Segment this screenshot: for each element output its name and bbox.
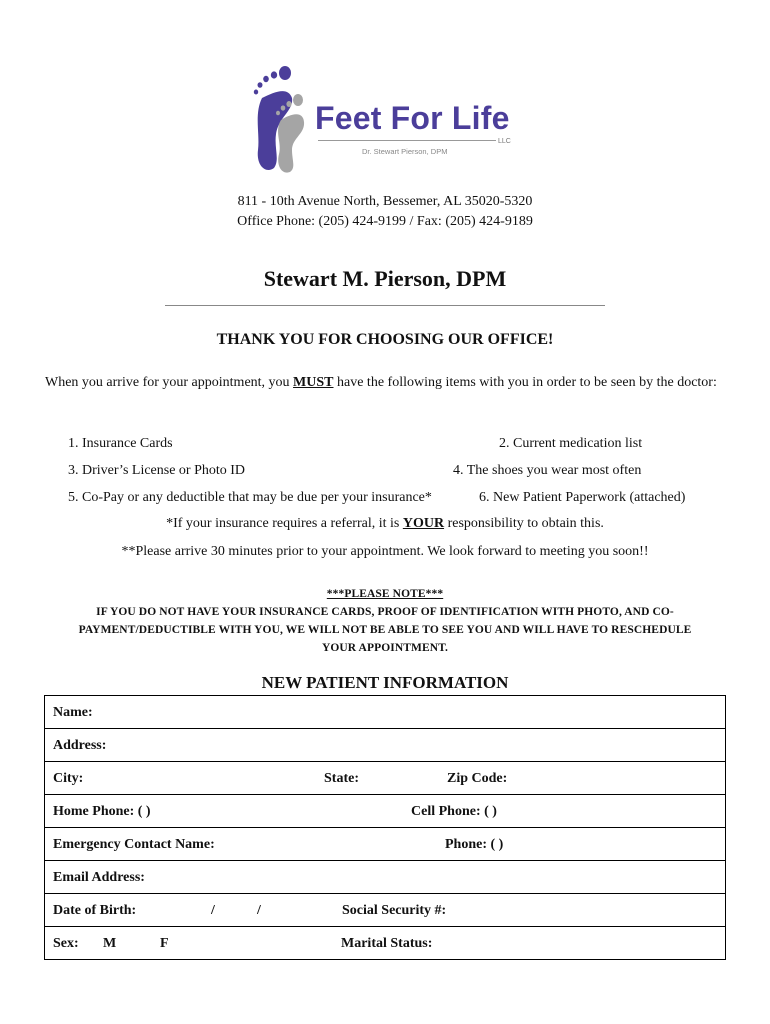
list-item: 1. Insurance Cards <box>68 436 173 451</box>
name-label: Name: <box>53 705 93 720</box>
ssn-label: Social Security #: <box>342 903 447 918</box>
notice-line: PAYMENT/DEDUCTIBLE WITH YOU, WE WILL NOT BE ABLE TO SEE YOU AND WILL HAVE TO RESCHEDULE <box>78 624 692 636</box>
emergency-label: Emergency Contact Name: <box>53 837 215 852</box>
must-emphasis: MUST <box>293 375 334 390</box>
email-field[interactable] <box>45 861 726 894</box>
dob-separator: / <box>257 903 261 918</box>
sex-label: Sex: <box>53 936 79 951</box>
address-label: Address: <box>53 738 107 753</box>
zip-label: Zip Code: <box>447 771 508 786</box>
state-label: State: <box>324 771 359 786</box>
emergency-field[interactable] <box>45 828 726 861</box>
marital-label: Marital Status: <box>341 936 433 951</box>
list-item: 5. Co-Pay or any deductible that may be due per your insurance* <box>68 490 432 505</box>
logo-name: Feet For Life <box>315 100 510 136</box>
logo-doctor: Dr. Stewart Pierson, DPM <box>362 147 448 156</box>
cell-phone-label: Cell Phone: ( ) <box>411 804 497 819</box>
office-address: 811 - 10th Avenue North, Bessemer, AL 35020-5320 <box>237 194 533 209</box>
your-emphasis: YOUR <box>402 516 445 531</box>
emergency-phone-label: Phone: ( ) <box>445 837 504 852</box>
thank-you-heading: THANK YOU FOR CHOOSING OUR OFFICE! <box>216 331 554 348</box>
list-item: 2. Current medication list <box>499 436 643 451</box>
office-phone: Office Phone: (205) 424-9199 / Fax: (205) 424-9189 <box>237 214 533 229</box>
divider-line <box>165 305 605 306</box>
logo-suffix: LLC <box>498 138 511 145</box>
logo-divider <box>318 140 496 141</box>
notice-block <box>0 585 770 657</box>
doctor-name: Stewart M. Pierson, DPM <box>263 266 507 291</box>
city-state-zip-field[interactable] <box>45 762 726 795</box>
home-phone-label: Home Phone: ( ) <box>53 804 151 819</box>
notice-heading: ***PLEASE NOTE*** <box>326 588 444 600</box>
address-field[interactable] <box>45 729 726 762</box>
patient-info-form <box>44 695 726 960</box>
referral-note: *If your insurance requires a referral, it is YOUR responsibility to obtain this. <box>166 516 604 531</box>
dob-ssn-field[interactable] <box>45 894 726 927</box>
intro-paragraph: When you arrive for your appointment, you MUST have the following items with you in order to be seen by the doctor: <box>45 375 717 390</box>
dob-separator: / <box>211 903 215 918</box>
phone-field[interactable] <box>45 795 726 828</box>
city-label: City: <box>53 771 84 786</box>
dob-label: Date of Birth: <box>53 903 137 918</box>
email-label: Email Address: <box>53 870 145 885</box>
list-item: 6. New Patient Paperwork (attached) <box>479 490 686 505</box>
list-item: 3. Driver’s License or Photo ID <box>68 463 246 478</box>
sex-option-female[interactable]: F <box>160 936 169 951</box>
form-title: NEW PATIENT INFORMATION <box>261 673 509 692</box>
notice-line: IF YOU DO NOT HAVE YOUR INSURANCE CARDS, PROOF OF IDENTIFICATION WITH PHOTO, AND CO- <box>96 606 674 618</box>
list-item: 4. The shoes you wear most often <box>453 463 642 478</box>
name-field[interactable] <box>45 696 726 729</box>
sex-option-male[interactable]: M <box>103 936 117 951</box>
arrival-note: **Please arrive 30 minutes prior to your appointment. We look forward to meeting you soon!! <box>121 544 649 559</box>
sex-marital-field[interactable] <box>45 927 726 960</box>
notice-line: YOUR APPOINTMENT. <box>321 642 449 654</box>
